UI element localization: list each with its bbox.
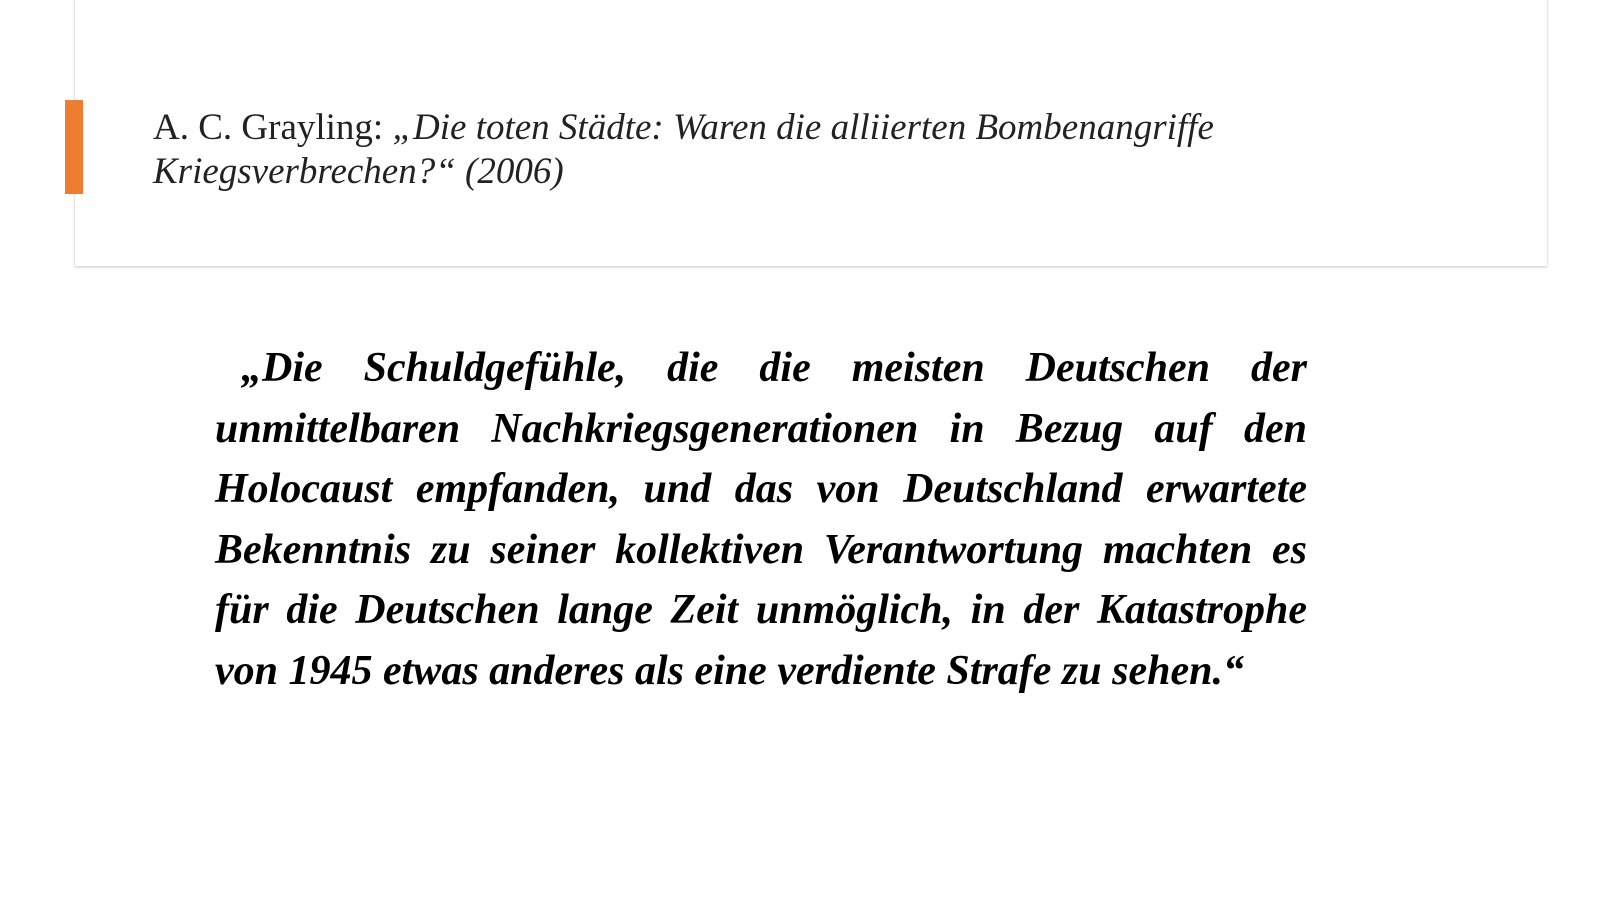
title-author: A. C. Grayling: (153, 107, 393, 148)
quote-text: „Die Schuldgefühle, die die meisten Deutschen der unmittelbaren Nachkriegsgenerationen in Bezug auf den Holocaust empfanden, und das von Deutschland erwartete Bekenntnis zu seiner kollektiven Verantwortung machten es für die Deutschen lange Zeit unmöglich, in der Katastrophe von 1945 etwas anderes als eine verdiente Strafe zu sehen.“ (215, 345, 1307, 694)
title-work: „Die toten Städte: Waren die alliierten Bombenangriffe Kriegsverbrechen?“ (2006) (153, 107, 1214, 192)
slide-title (153, 106, 1513, 194)
accent-bar (65, 100, 83, 194)
